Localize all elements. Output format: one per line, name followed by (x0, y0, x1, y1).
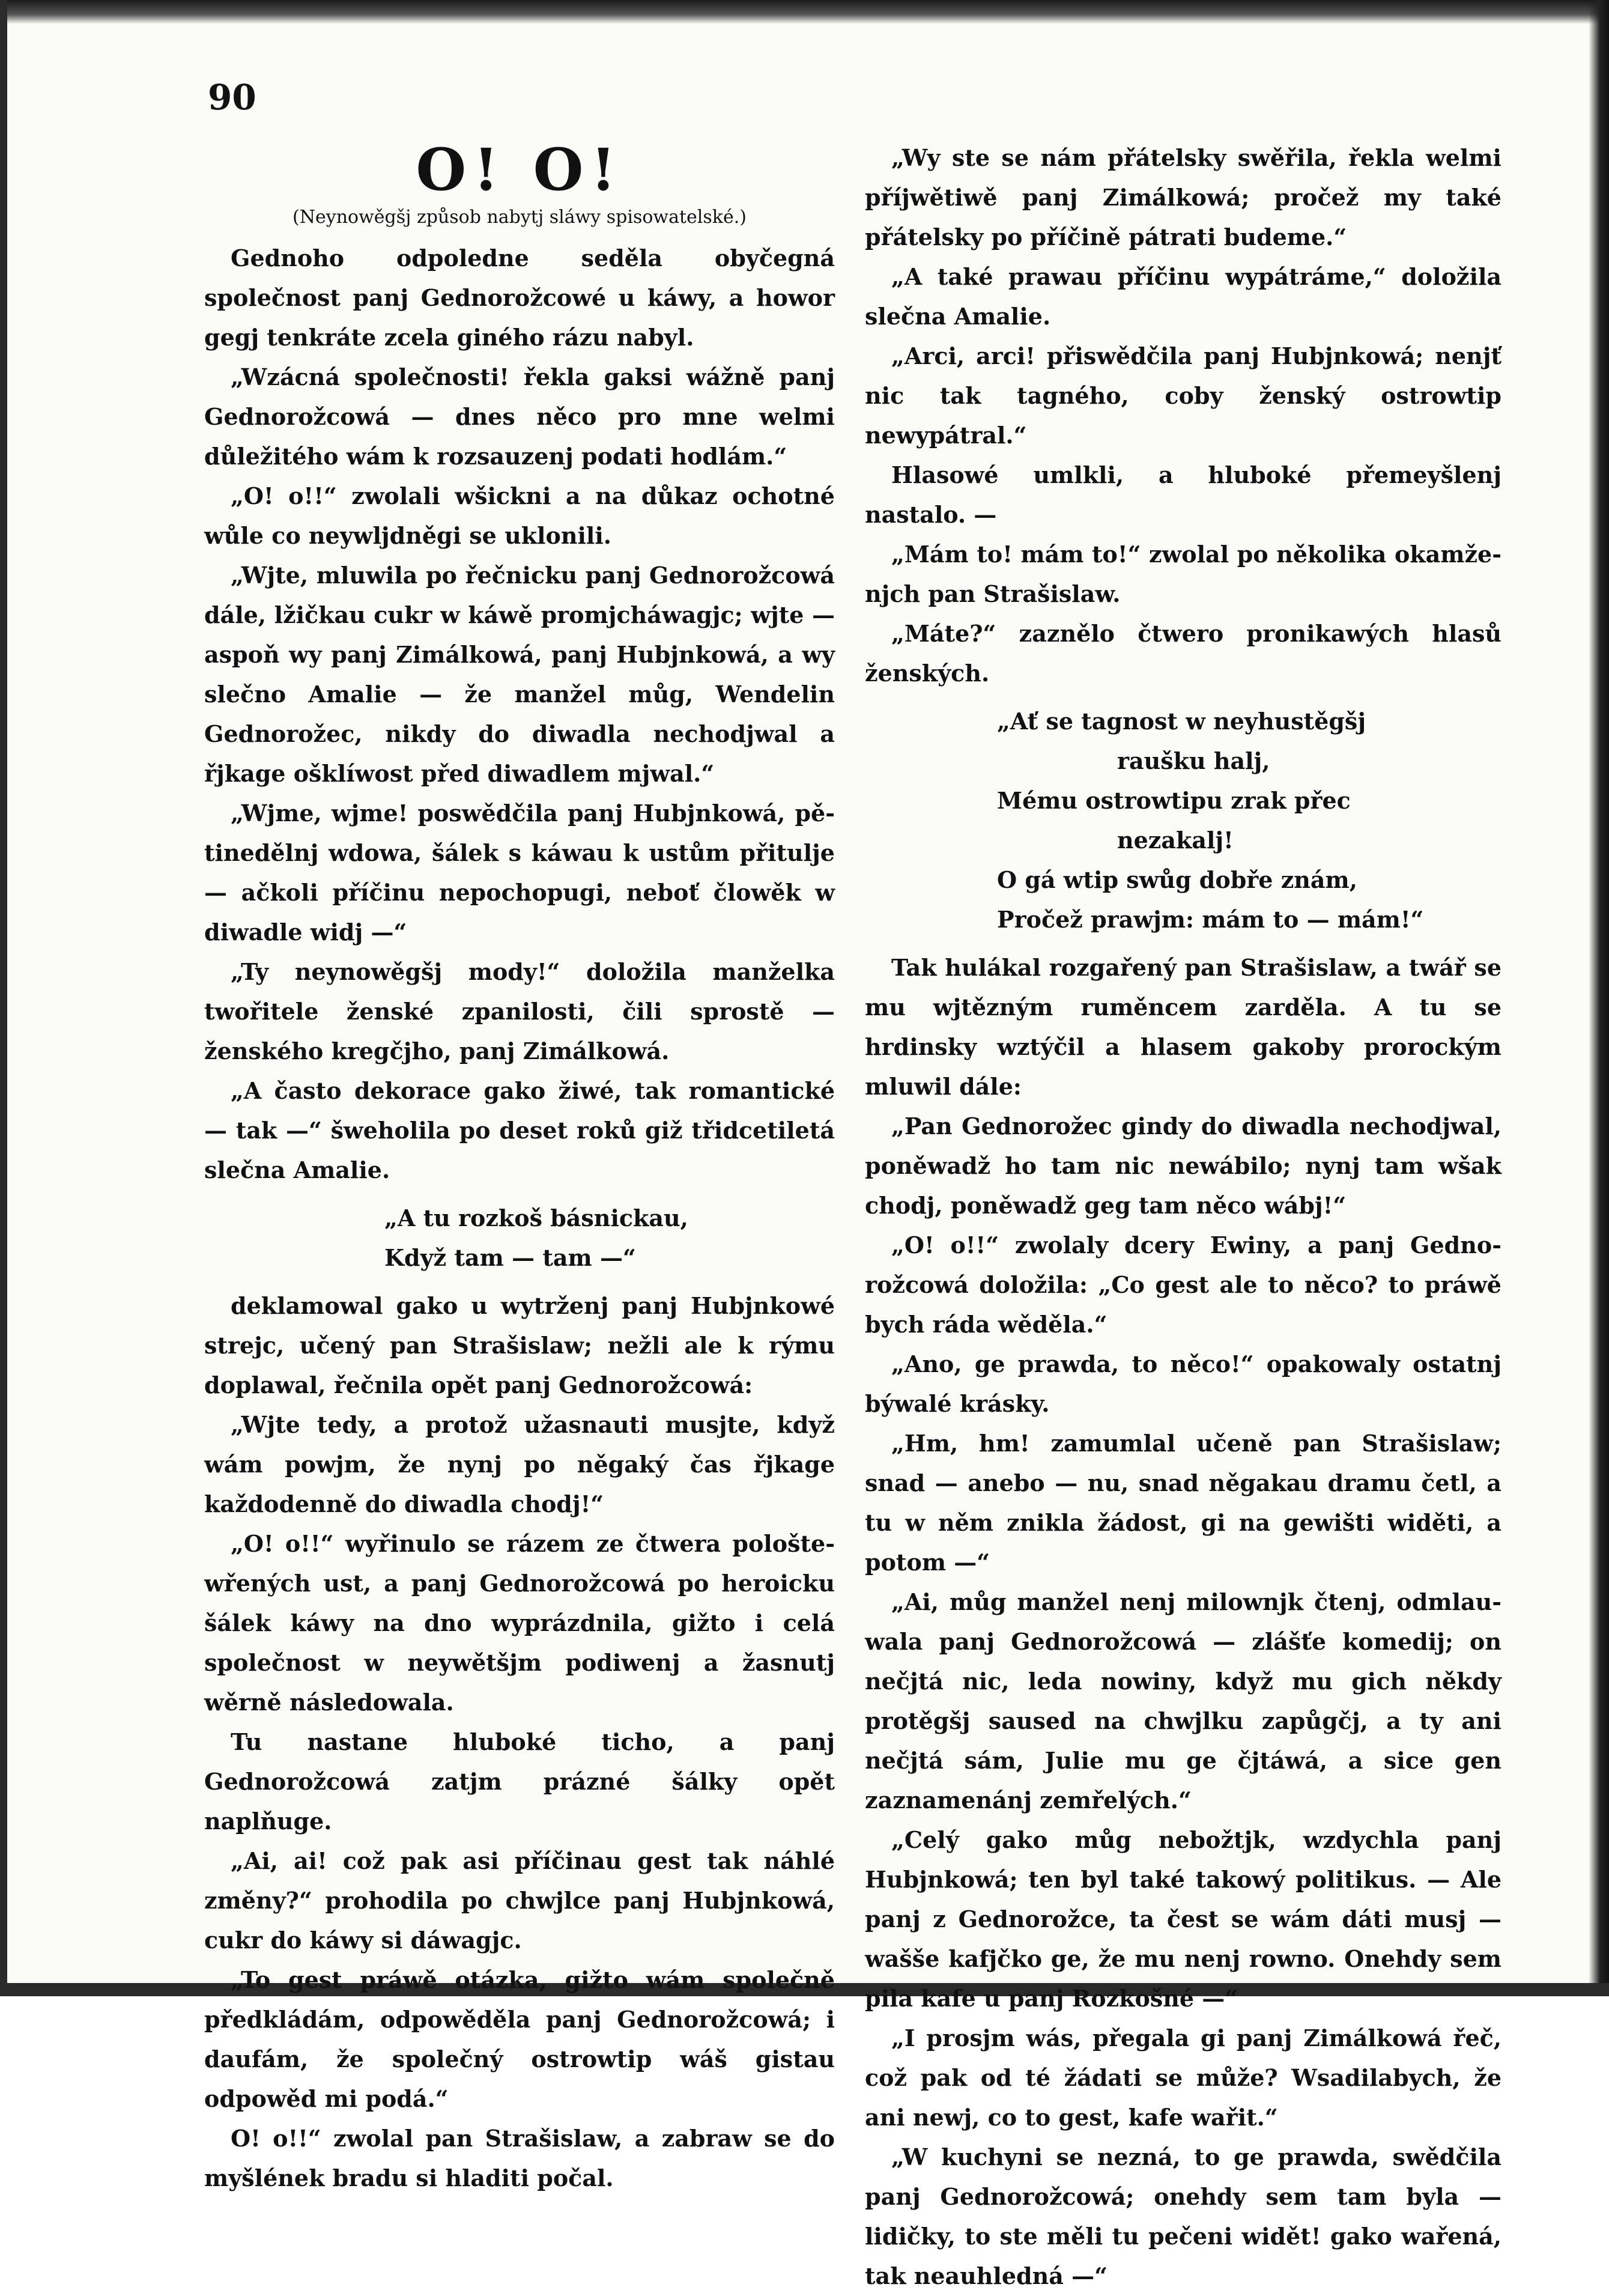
scan-border-top (0, 0, 1609, 24)
paragraph: „Ty neynowěgšj mody!“ doložila manželka twořitele ženské zpanilosti, čili sprostě — ženského kregčjho, panj Zimálkowá. (204, 958, 835, 1064)
left-verse (204, 1198, 835, 1278)
paragraph: Tak hulákal rozgařený pan Strašislaw, a twář se mu wjtězným ruměncem zarděla. A tu se hrdinsky wztýčil a hlasem gakoby prorockým mluwil dále: (865, 954, 1501, 1100)
paragraph: „O! o!!“ zwolaly dcery Ewiny, a panj Gednorožcowá doložila: „Co gest ale to něco? to práwě bych ráda wěděla.“ (865, 1232, 1501, 1338)
paragraph: „Máte?“ zaznělo čtwero pronikawých hlasů ženských. (865, 620, 1501, 687)
paragraph: „Wy ste se nám přátelsky swěřila, řekla welmi příjwětiwě panj Zimálkowá; pročež my také přátelsky po příčině pátrati budeme.“ (865, 144, 1501, 251)
page-number: 90 (208, 77, 256, 118)
paragraph: „Wjte, mluwila po řečnicku panj Gednorožcowá dále, lžičkau cukr w káwě promjcháwagjc; wjte — aspoň wy panj Zimálkowá, panj Hubjnkowá, a wy slečno Amalie — že manžel můg, Wendelin Gednorožec, nikdy do diwadla nechodjwal a řjkage ošklíwost před diwadlem mjwal.“ (204, 561, 835, 787)
left-column (204, 102, 835, 2198)
right-paragraphs-before-verse (865, 138, 1501, 693)
paragraph: „W kuchyni se nezná, to ge prawda, swědčila panj Gednorožcowá; onehdy sem tam byla — lidičky, to ste měli tu pečeni widět! gako wařená, tak neauhledná —“ (865, 2143, 1501, 2289)
paragraph: Gednoho odpoledne seděla obyčegná společnost panj Gednorožcowé u káwy, a howor gegj tenkráte zcela giného rázu nabyl. (204, 244, 835, 351)
left-paragraphs-before-verse (204, 238, 835, 1190)
right-verse (865, 702, 1501, 940)
paragraph: „O! o!!“ wyřinulo se rázem ze čtwera pološtewřených ust, a panj Gednorožcowá po heroicku šálek káwy na dno wyprázdnila, gižto i celá společnost w neywětšjm podiwenj a žasnutj wěrně následowala. (204, 1529, 835, 1716)
paragraph: „Wjte tedy, a protož užasnauti musjte, když wám powjm, že nynj po něgaký čas řjkage každodenně do diwadla chodj!“ (204, 1411, 835, 1517)
right-column (865, 138, 1501, 2296)
verse-line: Pročež prawjm: mám to — mám!“ (997, 906, 1424, 933)
paragraph: Hlasowé umlkli, a hluboké přemeyšlenj nastalo. — (865, 461, 1501, 528)
article-title: O! O! (416, 136, 623, 204)
scan-border-right (1589, 0, 1609, 1996)
scan-border-left (0, 0, 7, 1996)
paragraph: „Arci, arci! přiswědčila panj Hubjnkowá; nenjť nic tak tagného, coby ženský ostrowtip newypátral.“ (865, 342, 1501, 449)
paragraph: „Ai, můg manžel nenj milownjk čtenj, odmlauwala panj Gednorožcowá — zlášťe komedij; on nečjtá nic, leda nowiny, když mu gich někdy protěgšj saused na chwjlku zapůgčj, a ty ani nečjtá sám, Julie mu ge čjtáwá, a sice gen zaznamenánj zemřelých.“ (865, 1588, 1501, 1814)
paragraph: „Celý gako můg nebožtjk, wzdychla panj Hubjnkowá; ten byl také takowý politikus. — Ale panj z Gednorožce, ta čest se wám dáti musj — wašše kafjčko ge, že mu nenj rowno. Onehdy sem pila kafe u panj Rozkošné —“ (865, 1826, 1501, 2012)
paragraph: „Mám to! mám to!“ zwolal po několika okamženjch pan Strašislaw. (865, 541, 1501, 607)
paragraph: O! o!!“ zwolal pan Strašislaw, a zabraw se do myšlének bradu si hladiti počal. (204, 2124, 835, 2191)
paragraph: „I prosjm wás, přegala gi panj Zimálkowá řeč, což pak od té žádati se může? Wsadilabych, že ani newj, co to gest, kafe wařit.“ (865, 2024, 1501, 2131)
paragraph: Tu nastane hluboké ticho, a panj Gednorožcowá zatjm prázné šálky opět naplňuge. (204, 1728, 835, 1835)
paragraph: „Hm, hm! zamumlal učeně pan Strašislaw; snad — anebo — nu, snad něgakau dramu četl, a tu w něm znikla žádost, gi na gewišti widěti, a potom —“ (865, 1430, 1501, 1576)
paragraph: deklamowal gako u wytrženj panj Hubjnkowé strejc, učený pan Strašislaw; nežli ale k rýmu doplawal, řečnila opět panj Gednorožcowá: (204, 1292, 835, 1399)
paragraph: „A často dekorace gako žiwé, tak romantické — tak —“ šweholila po deset roků giž třidcetiletá slečna Amalie. (204, 1077, 835, 1183)
verse-line: raušku halj, (1117, 747, 1270, 774)
left-paragraphs-after-verse (204, 1286, 835, 2198)
paragraph: „Pan Gednorožec gindy do diwadla nechodjwal, poněwadž ho tam nic newábilo; nynj tam wšak chodj, poněwadž geg tam něco wábj!“ (865, 1113, 1501, 1219)
paragraph: „To gest práwě otázka, gižto wám společně předkládám, odpowěděla panj Gednorožcowá; i daufám, že společný ostrowtip wáš gistau odpowěd mi podá.“ (204, 1966, 835, 2112)
verse-line: „A tu rozkoš básnickau, (384, 1204, 688, 1232)
paragraph: „Ai, ai! což pak asi příčinau gest tak náhlé změny?“ prohodila po chwjlce panj Hubjnkowá, cukr do káwy si dáwagjc. (204, 1847, 835, 1954)
article-subtitle: (Neynowěgšj způsob nabytj sláwy spisowatelské.) (292, 206, 747, 228)
verse-line: O gá wtip swůg dobře znám, (997, 866, 1357, 893)
paragraph: „O! o!!“ zwolali wšickni a na důkaz ochotné wůle co neywljdněgi se uklonili. (204, 482, 835, 549)
verse-line: Mému ostrowtipu zrak přec (997, 787, 1351, 814)
verse-line: Když tam — tam —“ (384, 1244, 636, 1271)
verse-line: „Ať se tagnost w neyhustěgšj (997, 708, 1366, 735)
paragraph: „Ano, ge prawda, to něco!“ opakowaly ostatnj býwalé krásky. (865, 1350, 1501, 1417)
paragraph: „Wjme, wjme! poswědčila panj Hubjnkowá, pětinedělnj wdowa, šálek s káwau k ustům přitulje — ačkoli příčinu nepochopugi, neboť člowěk w diwadle widj —“ (204, 799, 835, 946)
paragraph: „A také prawau příčinu wypátráme,“ doložila slečna Amalie. (865, 263, 1501, 330)
right-paragraphs-after-verse (865, 948, 1501, 2296)
verse-line: nezakalj! (1117, 827, 1234, 854)
paragraph: „Wzácná společnosti! řekla gaksi wážně panj Gednorožcowá — dnes něco pro mne welmi důležitého wám k rozsauzenj podati hodlám.“ (204, 363, 835, 470)
